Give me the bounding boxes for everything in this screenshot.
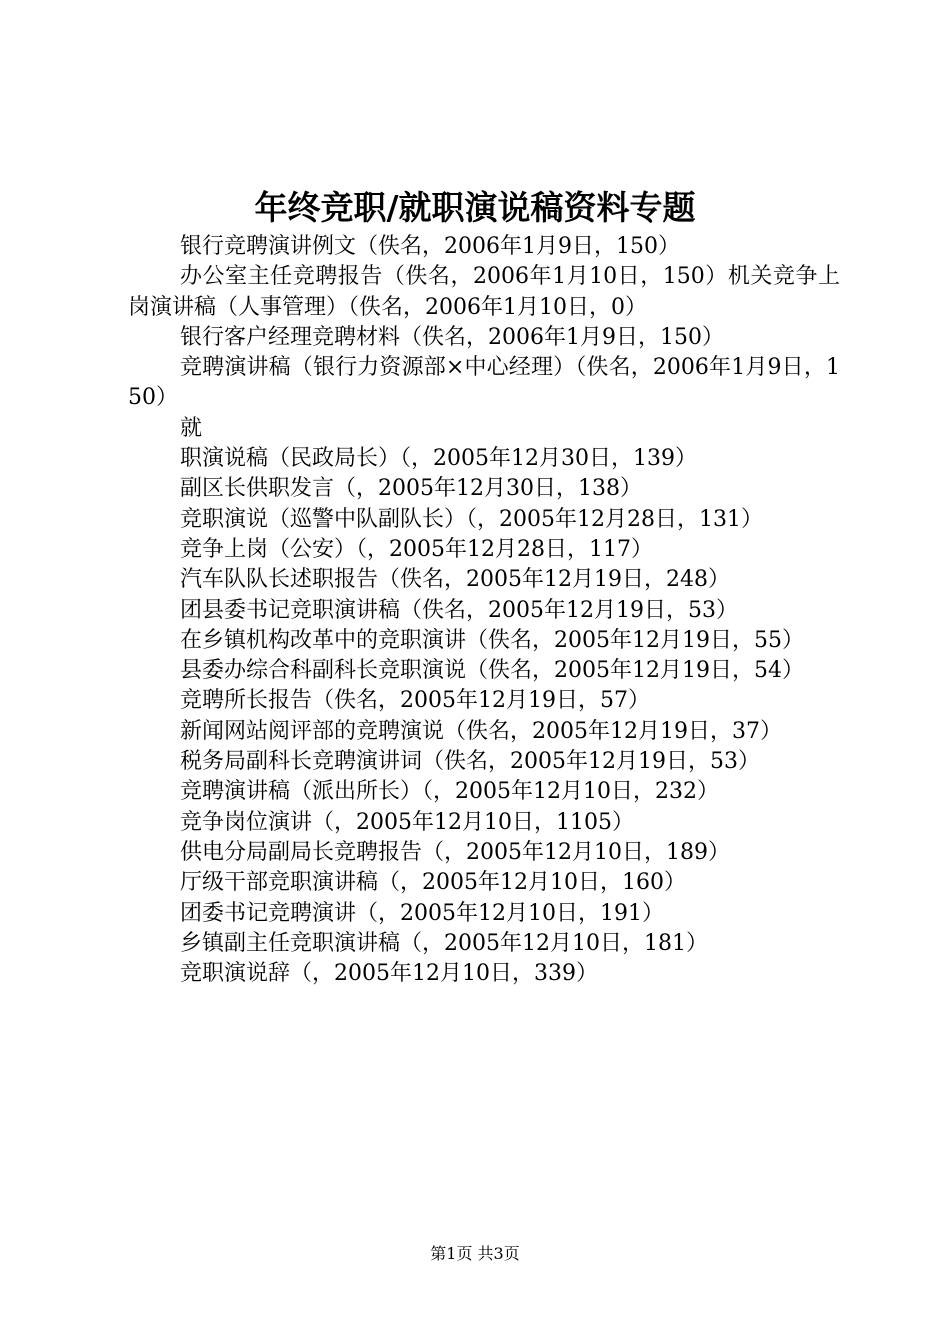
list-item: 竞争上岗（公安）（，2005年12月28日，117） bbox=[180, 536, 653, 562]
list-item: 新闻网站阅评部的竞聘演说（佚名，2005年12月19日，37） bbox=[180, 718, 782, 744]
list-item: 银行竞聘演讲例文（佚名，2006年1月9日，150） bbox=[180, 234, 680, 259]
list-item: 汽车队队长述职报告（佚名，2005年12月19日，248） bbox=[180, 567, 730, 593]
list-item: 税务局副科长竞聘演讲词（佚名，2005年12月19日，53） bbox=[180, 749, 760, 775]
list-item: 竞职演说辞（，2005年12月10日，339） bbox=[180, 961, 598, 987]
page-footer bbox=[0, 1242, 950, 1266]
list-item: 厅级干部竞职演讲稿（，2005年12月10日，160） bbox=[180, 870, 686, 896]
document-body bbox=[128, 232, 840, 989]
list-item: 竞聘所长报告（佚名，2005年12月19日，57） bbox=[180, 688, 650, 714]
list-item: 竞聘演讲稿（派出所长）（，2005年12月10日，232） bbox=[180, 779, 719, 805]
list-item: 乡镇副主任竞职演讲稿（，2005年12月10日，181） bbox=[180, 930, 708, 956]
list-item: 供电分局副局长竞聘报告（，2005年12月10日，189） bbox=[180, 839, 730, 865]
document-title: 年终竞职/就职演说稿资料专题 bbox=[254, 188, 696, 227]
list-item: 团委书记竞聘演讲（，2005年12月10日，191） bbox=[180, 900, 664, 926]
list-item: 副区长供职发言（，2005年12月30日，138） bbox=[180, 476, 642, 502]
list-item: 竞争岗位演讲（，2005年12月10日，1105） bbox=[180, 809, 634, 835]
list-item: 银行客户经理竞聘材料（佚名，2006年1月9日，150） bbox=[180, 324, 724, 350]
list-item: 职演说稿（民政局长）（，2005年12月30日，139） bbox=[180, 446, 697, 472]
list-item: 县委办综合科副科长竞职演说（佚名，2005年12月19日，54） bbox=[180, 658, 804, 684]
list-item: 办公室主任竞聘报告（佚名，2006年1月10日，150）机关竞争上岗演讲稿（人事管理）（佚名，2006年1月10日，0） bbox=[128, 264, 840, 320]
list-item: 竞职演说（巡警中队副队长）（，2005年12月28日，131） bbox=[180, 506, 763, 532]
list-item: 团县委书记竞职演讲稿（佚名，2005年12月19日，53） bbox=[180, 597, 738, 623]
list-item: 在乡镇机构改革中的竞职演讲（佚名，2005年12月19日，55） bbox=[180, 627, 804, 653]
list-item: 就 bbox=[180, 415, 203, 441]
page-number-label: 第1页 共3页 bbox=[430, 1244, 520, 1263]
list-item: 竞聘演讲稿（银行力资源部×中心经理）（佚名，2006年1月9日，150） bbox=[128, 355, 840, 411]
